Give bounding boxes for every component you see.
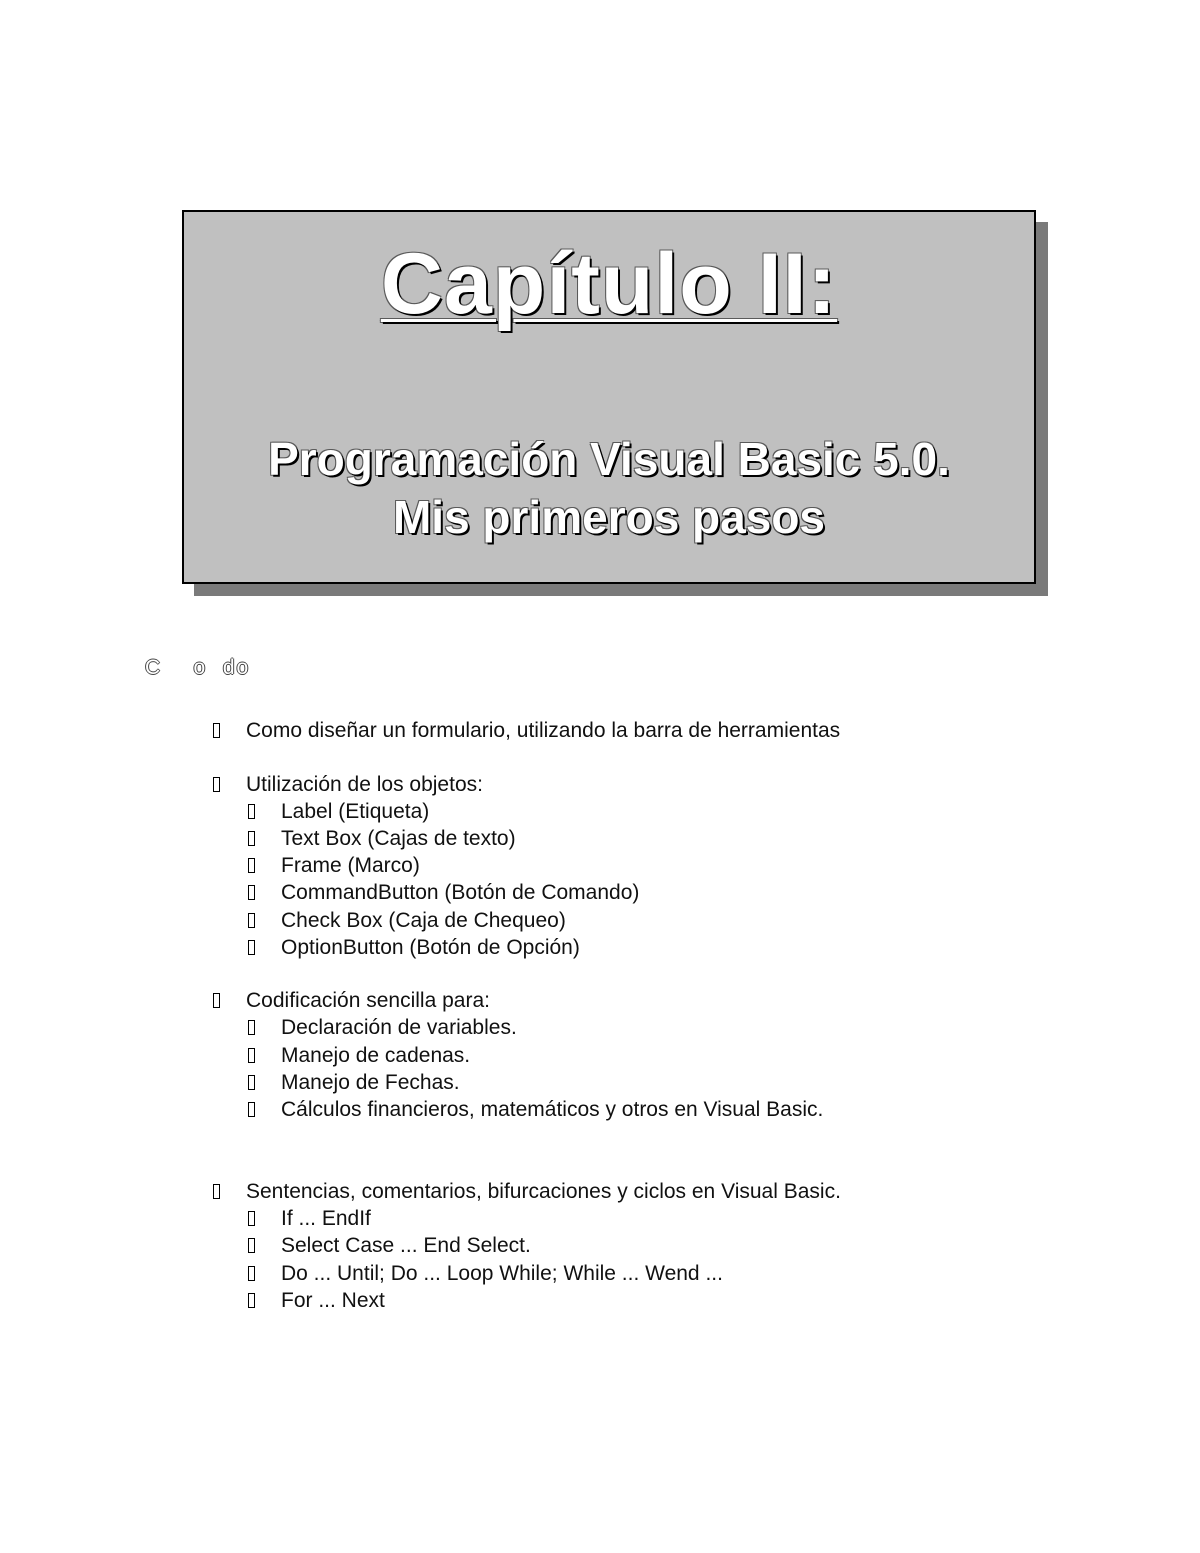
sub-list-item-text: Text Box (Cajas de texto) [281,827,516,850]
list-item [246,987,490,1014]
subtitle-line-1: Programación Visual Basic 5.0. [268,433,950,485]
square-bullet-icon [248,1020,255,1035]
square-bullet-icon [248,804,255,819]
square-bullet-icon [248,1266,255,1281]
list-item [246,717,840,744]
square-bullet-icon [248,1075,255,1090]
sub-list-item-text: Declaración de variables. [281,1016,517,1039]
sub-list-item-text: Label (Etiqueta) [281,800,430,823]
sub-list-item [281,798,429,825]
subtitle-line-2: Mis primeros pasos [392,491,826,543]
square-bullet-icon [248,1293,255,1308]
sub-list-item-text: CommandButton (Botón de Comando) [281,881,640,904]
sub-list-item-text: For ... Next [281,1289,385,1312]
sub-list-item-text: Cálculos financieros, matemáticos y otros en Visual Basic. [281,1098,824,1121]
list-item-text: Utilización de los objetos: [246,773,483,796]
list-item-text: Codificación sencilla para: [246,989,490,1012]
sub-list-item-text: Manejo de cadenas. [281,1044,471,1067]
square-bullet-icon [248,1211,255,1226]
list-item [246,1178,841,1205]
sub-list-item [281,1069,460,1096]
sub-list-item-text: If ... EndIf [281,1207,371,1230]
sub-list-item-text: OptionButton (Botón de Opción) [281,936,580,959]
square-bullet-icon [248,858,255,873]
sub-list-item-text: Manejo de Fechas. [281,1071,460,1094]
square-bullet-icon [213,723,220,738]
chapter-subtitle [184,430,1034,546]
list-item-text: Como diseñar un formulario, utilizando la barra de herramientas [246,719,841,742]
sub-list-item [281,825,516,852]
sub-list-item [281,934,580,961]
square-bullet-icon [213,993,220,1008]
sub-list-item [281,1096,823,1123]
chapter-heading: Capítulo II: [380,236,838,332]
list-item [246,771,483,798]
square-bullet-icon [248,1102,255,1117]
square-bullet-icon [248,913,255,928]
square-bullet-icon [248,1048,255,1063]
square-bullet-icon [213,777,220,792]
sub-list-item [281,852,420,879]
sub-list-item [281,1232,531,1259]
square-bullet-icon [248,1238,255,1253]
list-item-text: Sentencias, comentarios, bifurcaciones y ciclos en Visual Basic. [246,1180,841,1203]
sub-list-item [281,879,639,906]
sub-list-item [281,1287,385,1314]
square-bullet-icon [248,940,255,955]
contents-heading: C o do [145,656,251,679]
square-bullet-icon [248,831,255,846]
square-bullet-icon [248,885,255,900]
square-bullet-icon [213,1184,220,1199]
sub-list-item [281,1205,371,1232]
sub-list-item [281,907,566,934]
sub-list-item-text: Frame (Marco) [281,854,420,877]
sub-list-item [281,1042,470,1069]
sub-list-item [281,1014,517,1041]
sub-list-item-text: Check Box (Caja de Chequeo) [281,909,566,932]
sub-list-item-text: Select Case ... End Select. [281,1234,531,1257]
sub-list-item-text: Do ... Until; Do ... Loop While; While ... Wend ... [281,1262,723,1285]
sub-list-item [281,1260,723,1287]
chapter-title-box [182,210,1036,584]
